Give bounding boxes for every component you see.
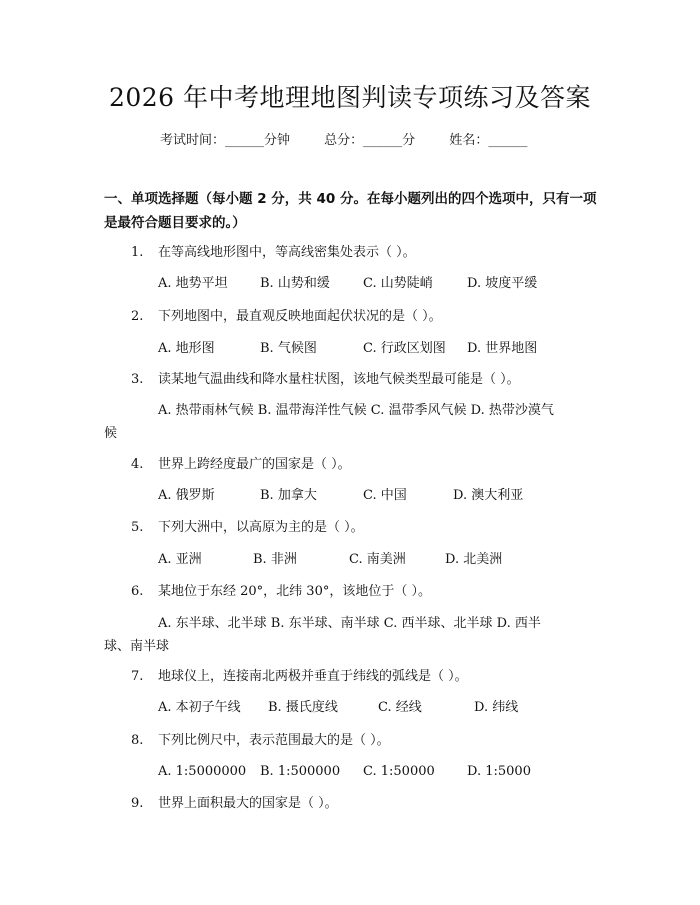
question-2-options	[104, 337, 604, 360]
option-d: D. 澳大利亚	[453, 488, 524, 503]
total-score-field: 总分：______分	[324, 133, 416, 148]
option-b: B. 加拿大	[260, 488, 317, 503]
question-number: 6.	[131, 584, 144, 599]
section-heading	[104, 187, 604, 235]
option-a: A. 地形图	[158, 341, 215, 356]
question-number: 8.	[131, 733, 144, 748]
options-line-2: 候	[104, 426, 118, 441]
question-6-options	[104, 612, 604, 658]
question-7	[131, 667, 601, 687]
student-name-field: 姓名：______	[449, 133, 528, 148]
question-number: 7.	[131, 669, 144, 684]
option-c: C. 南美洲	[349, 552, 406, 567]
question-1-options	[104, 272, 604, 295]
options-line-2: 球、南半球	[104, 639, 170, 654]
option-d: D. 纬线	[474, 700, 519, 715]
option-d: D. 坡度平缓	[467, 276, 538, 291]
option-a: A. 地势平坦	[158, 276, 228, 291]
question-3	[131, 370, 601, 390]
option-d: D. 1:5000	[467, 764, 531, 779]
question-1	[131, 243, 601, 263]
question-number: 3.	[131, 372, 144, 387]
option-b: B. 摄氏度线	[268, 700, 338, 715]
option-c: C. 中国	[363, 488, 407, 503]
option-d: D. 北美洲	[445, 552, 503, 567]
question-text: 世界上面积最大的国家是（ ）。	[158, 796, 338, 811]
option-c: C. 经线	[378, 700, 422, 715]
question-5	[131, 518, 601, 538]
option-c: C. 1:50000	[363, 764, 435, 779]
option-a: A. 俄罗斯	[158, 488, 215, 503]
option-a: A. 1:5000000	[158, 764, 247, 779]
question-number: 4.	[131, 457, 144, 472]
option-b: B. 气候图	[260, 341, 317, 356]
option-d: D. 世界地图	[467, 341, 538, 356]
question-text: 在等高线地形图中，等高线密集处表示（ ）。	[158, 245, 416, 260]
question-2	[131, 307, 601, 327]
exam-meta	[160, 131, 557, 151]
option-a: A. 亚洲	[158, 552, 202, 567]
exam-time-field: 考试时间：______分钟	[160, 133, 291, 148]
option-c: C. 山势陡峭	[363, 276, 433, 291]
question-number: 1.	[131, 245, 144, 260]
question-9	[131, 794, 601, 814]
option-b: B. 1:500000	[260, 764, 341, 779]
question-text: 下列大洲中，以高原为主的是（ ）。	[158, 520, 364, 535]
question-number: 2.	[131, 309, 144, 324]
question-4	[131, 455, 601, 475]
question-7-options	[104, 696, 604, 719]
question-text: 世界上跨经度最广的国家是（ ）。	[158, 457, 351, 472]
section-heading-line1: 一、单项选择题（每小题 2 分，共 40 分。在每小题列出的四个选项中，只有一项	[104, 191, 597, 207]
options-line-1: A. 东半球、北半球 B. 东半球、南半球 C. 西半球、北半球 D. 西半	[158, 616, 541, 631]
question-number: 9.	[131, 796, 144, 811]
question-8	[131, 731, 601, 751]
question-3-options	[104, 399, 604, 445]
question-text: 读某地气温曲线和降水量柱状图，该地气候类型最可能是（ ）。	[158, 372, 520, 387]
question-text: 某地位于东经 20°，北纬 30°，该地位于（ ）。	[158, 584, 431, 599]
page-title: 2026 年中考地理地图判读专项练习及答案	[108, 83, 592, 112]
question-text: 下列地图中，最直观反映地面起伏状况的是（ ）。	[158, 309, 442, 324]
question-8-options	[104, 760, 604, 783]
options-line-1: A. 热带雨林气候 B. 温带海洋性气候 C. 温带季风气候 D. 热带沙漠气	[158, 403, 554, 418]
question-6	[131, 582, 601, 602]
option-b: B. 山势和缓	[260, 276, 330, 291]
question-text: 地球仪上，连接南北两极并垂直于纬线的弧线是（ ）。	[158, 669, 468, 684]
option-a: A. 本初子午线	[158, 700, 241, 715]
question-4-options	[104, 484, 604, 507]
option-c: C. 行政区划图	[363, 341, 446, 356]
question-number: 5.	[131, 520, 144, 535]
question-5-options	[104, 548, 604, 571]
question-text: 下列比例尺中，表示范围最大的是（ ）。	[158, 733, 390, 748]
option-b: B. 非洲	[253, 552, 297, 567]
section-heading-line2: 是最符合题目要求的。）	[104, 215, 246, 231]
